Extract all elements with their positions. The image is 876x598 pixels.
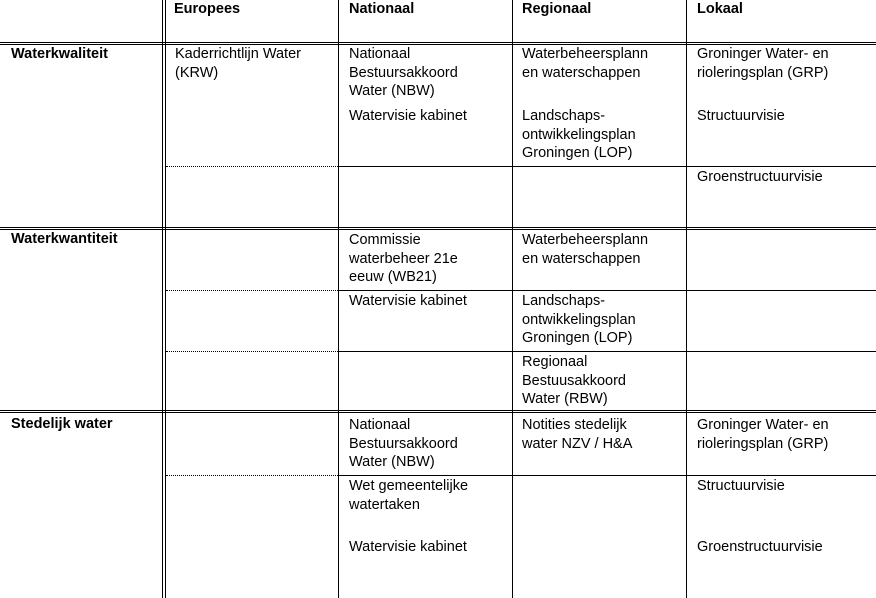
cell-watervisie: Watervisie kabinet: [349, 293, 467, 309]
row-label-waterkwaliteit: Waterkwaliteit: [11, 46, 108, 62]
row-rule: [338, 166, 876, 167]
row-rule-dotted: [166, 290, 338, 291]
cell-grp: Groninger Water- en rioleringsplan (GRP): [697, 417, 829, 452]
row-rule-dotted: [166, 351, 338, 352]
cell-lop: Landschaps- ontwikkelingsplan Groningen (LOP): [522, 108, 636, 161]
cell-wet-gemeentelijke-watertaken: Wet gemeentelijke watertaken: [349, 478, 469, 513]
cell-nbw: Nationaal Bestuursakkoord Water (NBW): [349, 417, 458, 470]
section-rule: [0, 227, 876, 228]
column-divider: [686, 0, 687, 598]
cell-waterbeheersplan: Waterbeheersplann en waterschappen: [522, 46, 649, 81]
header-rule: [0, 42, 876, 43]
cell-groenstructuurvisie: Groenstructuurvisie: [697, 169, 823, 185]
header-nationaal: Nationaal: [349, 1, 415, 17]
row-rule-dotted: [166, 166, 338, 167]
row-rule-dotted: [166, 475, 338, 476]
column-divider: [512, 0, 513, 598]
cell-structuurvisie: Structuurvisie: [697, 478, 785, 494]
cell-wb21: Commissie waterbeheer 21e eeuw (WB21): [349, 232, 458, 285]
section-rule: [0, 412, 876, 413]
column-divider: [338, 0, 339, 598]
row-rule: [338, 290, 876, 291]
header-europees: Europees: [174, 1, 241, 17]
cell-rbw: Regionaal Bestuusakkoord Water (RBW): [522, 354, 626, 407]
cell-waterbeheersplan: Waterbeheersplann en waterschappen: [522, 232, 649, 267]
row-label-stedelijk-water: Stedelijk water: [11, 416, 113, 432]
row-label-waterkwantiteit: Waterkwantiteit: [11, 231, 118, 247]
cell-watervisie: Watervisie kabinet: [349, 108, 467, 124]
header-regionaal: Regionaal: [522, 1, 592, 17]
section-rule: [0, 410, 876, 411]
cell-watervisie: Watervisie kabinet: [349, 539, 467, 555]
cell-lop: Landschaps- ontwikkelingsplan Groningen (LOP): [522, 293, 636, 346]
column-divider-double-b: [165, 0, 166, 598]
column-divider-double-a: [162, 0, 163, 598]
section-rule: [0, 229, 876, 230]
cell-krw: Kaderrichtlijn Water (KRW): [175, 46, 301, 81]
cell-groenstructuurvisie: Groenstructuurvisie: [697, 539, 823, 555]
cell-notities-stedelijk-water: Notities stedelijk water NZV / H&A: [522, 417, 633, 452]
cell-structuurvisie: Structuurvisie: [697, 108, 785, 124]
header-lokaal: Lokaal: [697, 1, 743, 17]
row-rule: [338, 351, 876, 352]
cell-nbw: Nationaal Bestuursakkoord Water (NBW): [349, 46, 458, 99]
row-rule: [338, 475, 876, 476]
cell-grp: Groninger Water- en rioleringsplan (GRP): [697, 46, 829, 81]
